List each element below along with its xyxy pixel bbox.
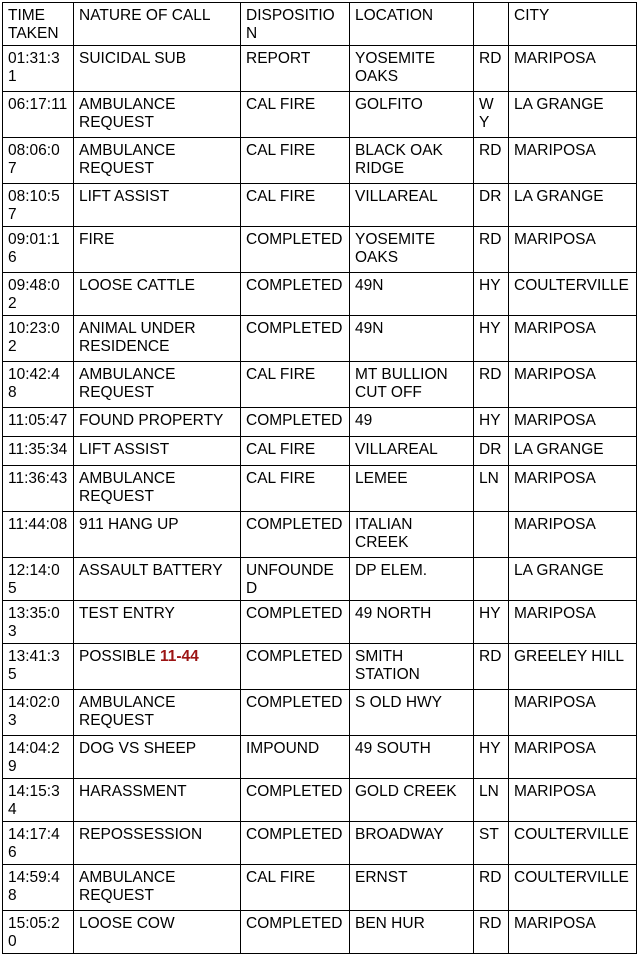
- time-text: 08:10:57: [8, 188, 60, 223]
- cell-nature: [74, 437, 241, 466]
- location-text: 49 SOUTH: [355, 740, 431, 757]
- cell-nature: [74, 911, 241, 954]
- city-text: MARIPOSA: [514, 740, 596, 757]
- suffix-text: DR: [479, 188, 502, 205]
- cell-nature: [74, 512, 241, 558]
- cell-time: [3, 644, 74, 690]
- cell-disposition: [241, 558, 350, 601]
- cell-time: [3, 138, 74, 184]
- suffix-text: HY: [479, 277, 501, 294]
- time-text: 09:48:02: [8, 277, 60, 312]
- cell-location: [350, 644, 474, 690]
- location-text: GOLD CREEK: [355, 783, 457, 800]
- table-row: [3, 362, 637, 408]
- suffix-text: LN: [479, 783, 499, 800]
- cell-time: [3, 437, 74, 466]
- disposition-text: CAL FIRE: [246, 142, 316, 159]
- disposition-text: CAL FIRE: [246, 441, 316, 458]
- suffix-text: RD: [479, 231, 502, 248]
- cell-suffix: [474, 822, 509, 865]
- time-text: 14:04:29: [8, 740, 60, 775]
- time-text: 11:05:47: [8, 412, 68, 429]
- header-row: [3, 3, 637, 46]
- table-row: [3, 865, 637, 911]
- time-text: 08:06:07: [8, 142, 60, 177]
- cell-nature: [74, 316, 241, 362]
- table-row: [3, 408, 637, 437]
- cell-city: [509, 865, 637, 911]
- city-text: LA GRANGE: [514, 441, 604, 458]
- cell-suffix: [474, 408, 509, 437]
- cell-city: [509, 184, 637, 227]
- table-row: [3, 601, 637, 644]
- cell-disposition: [241, 911, 350, 954]
- cell-location: [350, 92, 474, 138]
- nature-text: HARASSMENT: [79, 783, 187, 800]
- cell-location: [350, 408, 474, 437]
- table-row: [3, 46, 637, 92]
- time-text: 14:17:46: [8, 826, 60, 861]
- cell-disposition: [241, 408, 350, 437]
- city-text: COULTERVILLE: [514, 277, 629, 294]
- city-text: MARIPOSA: [514, 694, 596, 711]
- cell-time: [3, 466, 74, 512]
- location-text: VILLAREAL: [355, 441, 438, 458]
- nature-text: AMBULANCE REQUEST: [79, 869, 176, 904]
- cell-nature: [74, 138, 241, 184]
- location-text: SMITH STATION: [355, 648, 420, 683]
- city-text: MARIPOSA: [514, 470, 596, 487]
- table-row: [3, 911, 637, 954]
- cell-location: [350, 512, 474, 558]
- cell-disposition: [241, 466, 350, 512]
- time-text: 10:42:48: [8, 366, 60, 401]
- header-nature: NATURE OF CALL: [74, 3, 241, 46]
- disposition-text: CAL FIRE: [246, 366, 316, 383]
- suffix-text: HY: [479, 412, 501, 429]
- cell-suffix: [474, 466, 509, 512]
- cell-time: [3, 601, 74, 644]
- cell-suffix: [474, 138, 509, 184]
- nature-text: FOUND PROPERTY: [79, 412, 224, 429]
- disposition-text: COMPLETED: [246, 516, 343, 533]
- cell-suffix: [474, 273, 509, 316]
- suffix-text: ST: [479, 826, 499, 843]
- cell-location: [350, 227, 474, 273]
- city-text: MARIPOSA: [514, 412, 596, 429]
- nature-text: AMBULANCE REQUEST: [79, 470, 176, 505]
- nature-text: ANIMAL UNDER RESIDENCE: [79, 320, 196, 355]
- cell-disposition: [241, 316, 350, 362]
- cell-location: [350, 437, 474, 466]
- cell-city: [509, 138, 637, 184]
- nature-text: FIRE: [79, 231, 115, 248]
- cell-location: [350, 911, 474, 954]
- cell-location: [350, 466, 474, 512]
- nature-text: TEST ENTRY: [79, 605, 175, 622]
- cell-location: [350, 865, 474, 911]
- disposition-text: COMPLETED: [246, 915, 343, 932]
- cell-disposition: [241, 512, 350, 558]
- cell-time: [3, 92, 74, 138]
- cell-disposition: [241, 601, 350, 644]
- header-time: TIME TAKEN: [3, 3, 74, 46]
- cell-city: [509, 558, 637, 601]
- table-row: [3, 512, 637, 558]
- header-suffix: [474, 3, 509, 46]
- cell-city: [509, 466, 637, 512]
- table-row: [3, 736, 637, 779]
- table-row: [3, 779, 637, 822]
- cell-city: [509, 408, 637, 437]
- location-text: BLACK OAK RIDGE: [355, 142, 443, 177]
- cell-time: [3, 690, 74, 736]
- time-text: 06:17:11: [8, 96, 68, 113]
- cell-suffix: [474, 865, 509, 911]
- nature-text: LIFT ASSIST: [79, 188, 170, 205]
- cell-city: [509, 644, 637, 690]
- table-row: [3, 138, 637, 184]
- table-row: [3, 273, 637, 316]
- cell-city: [509, 911, 637, 954]
- cell-suffix: [474, 736, 509, 779]
- cell-time: [3, 316, 74, 362]
- cell-suffix: [474, 437, 509, 466]
- cell-location: [350, 690, 474, 736]
- suffix-text: HY: [479, 605, 501, 622]
- time-text: 15:05:20: [8, 915, 60, 950]
- nature-text: LOOSE COW: [79, 915, 175, 932]
- disposition-text: COMPLETED: [246, 694, 343, 711]
- table-row: [3, 227, 637, 273]
- city-text: COULTERVILLE: [514, 869, 629, 886]
- table-row: [3, 184, 637, 227]
- cell-city: [509, 601, 637, 644]
- cell-location: [350, 138, 474, 184]
- cell-nature: [74, 408, 241, 437]
- cell-disposition: [241, 92, 350, 138]
- cell-suffix: [474, 558, 509, 601]
- suffix-text: RD: [479, 50, 502, 67]
- nature-text: DOG VS SHEEP: [79, 740, 197, 757]
- cell-nature: [74, 362, 241, 408]
- table-row: [3, 558, 637, 601]
- cell-location: [350, 822, 474, 865]
- cell-time: [3, 736, 74, 779]
- cell-suffix: [474, 512, 509, 558]
- table-row: [3, 437, 637, 466]
- cell-location: [350, 558, 474, 601]
- suffix-text: LN: [479, 470, 499, 487]
- cell-suffix: [474, 911, 509, 954]
- time-text: 10:23:02: [8, 320, 60, 355]
- call-log-table: [2, 2, 637, 954]
- cell-nature: [74, 466, 241, 512]
- city-text: LA GRANGE: [514, 96, 604, 113]
- cell-nature: [74, 644, 241, 690]
- cell-suffix: [474, 362, 509, 408]
- cell-disposition: [241, 779, 350, 822]
- cell-nature: [74, 92, 241, 138]
- location-text: ITALIAN CREEK: [355, 516, 413, 551]
- city-text: MARIPOSA: [514, 516, 596, 533]
- location-text: YOSEMITE OAKS: [355, 231, 436, 266]
- suffix-text: WY: [479, 96, 494, 131]
- table-row: [3, 644, 637, 690]
- cell-nature: [74, 184, 241, 227]
- cell-time: [3, 558, 74, 601]
- nature-text: AMBULANCE REQUEST: [79, 142, 176, 177]
- table-row: [3, 822, 637, 865]
- cell-time: [3, 911, 74, 954]
- cell-nature: [74, 736, 241, 779]
- location-text: LEMEE: [355, 470, 408, 487]
- cell-disposition: [241, 227, 350, 273]
- nature-text: 911 HANG UP: [79, 516, 179, 533]
- suffix-text: HY: [479, 320, 501, 337]
- cell-disposition: [241, 437, 350, 466]
- suffix-text: RD: [479, 648, 502, 665]
- location-text: BEN HUR: [355, 915, 425, 932]
- time-text: 11:44:08: [8, 516, 68, 533]
- cell-time: [3, 273, 74, 316]
- cell-suffix: [474, 227, 509, 273]
- cell-suffix: [474, 184, 509, 227]
- location-text: BROADWAY: [355, 826, 444, 843]
- table-row: [3, 316, 637, 362]
- cell-time: [3, 362, 74, 408]
- location-text: 49N: [355, 277, 384, 294]
- disposition-text: COMPLETED: [246, 231, 343, 248]
- cell-city: [509, 779, 637, 822]
- cell-disposition: [241, 184, 350, 227]
- cell-nature: [74, 227, 241, 273]
- cell-time: [3, 779, 74, 822]
- nature-text: AMBULANCE REQUEST: [79, 366, 176, 401]
- suffix-text: DR: [479, 441, 502, 458]
- cell-city: [509, 316, 637, 362]
- time-text: 11:35:34: [8, 441, 68, 458]
- city-text: LA GRANGE: [514, 188, 604, 205]
- disposition-text: CAL FIRE: [246, 188, 316, 205]
- city-text: MARIPOSA: [514, 915, 596, 932]
- cell-location: [350, 316, 474, 362]
- cell-suffix: [474, 779, 509, 822]
- location-text: 49N: [355, 320, 384, 337]
- time-text: 13:35:03: [8, 605, 60, 640]
- nature-text: AMBULANCE REQUEST: [79, 694, 176, 729]
- city-text: MARIPOSA: [514, 783, 596, 800]
- cell-disposition: [241, 46, 350, 92]
- cell-nature: [74, 822, 241, 865]
- cell-disposition: [241, 138, 350, 184]
- city-text: GREELEY HILL: [514, 648, 624, 665]
- cell-nature: [74, 690, 241, 736]
- cell-city: [509, 92, 637, 138]
- location-text: YOSEMITE OAKS: [355, 50, 436, 85]
- cell-time: [3, 822, 74, 865]
- header-disposition: DISPOSITION: [241, 3, 350, 46]
- cell-disposition: [241, 822, 350, 865]
- time-text: 13:41:35: [8, 648, 60, 683]
- nature-text: AMBULANCE REQUEST: [79, 96, 176, 131]
- location-text: 49: [355, 412, 373, 429]
- cell-suffix: [474, 46, 509, 92]
- cell-time: [3, 184, 74, 227]
- city-text: LA GRANGE: [514, 562, 604, 579]
- cell-suffix: [474, 690, 509, 736]
- location-text: ERNST: [355, 869, 408, 886]
- disposition-text: COMPLETED: [246, 783, 343, 800]
- location-text: 49 NORTH: [355, 605, 432, 622]
- disposition-text: COMPLETED: [246, 648, 343, 665]
- location-text: MT BULLION CUT OFF: [355, 366, 448, 401]
- cell-suffix: [474, 601, 509, 644]
- cell-location: [350, 273, 474, 316]
- nature-text: SUICIDAL SUB: [79, 50, 187, 67]
- city-text: MARIPOSA: [514, 366, 596, 383]
- cell-city: [509, 736, 637, 779]
- city-text: COULTERVILLE: [514, 826, 629, 843]
- cell-time: [3, 512, 74, 558]
- cell-time: [3, 227, 74, 273]
- cell-nature: [74, 601, 241, 644]
- cell-disposition: [241, 690, 350, 736]
- location-text: DP ELEM.: [355, 562, 428, 579]
- cell-disposition: [241, 644, 350, 690]
- disposition-text: CAL FIRE: [246, 470, 316, 487]
- cell-suffix: [474, 316, 509, 362]
- nature-text: ASSAULT BATTERY: [79, 562, 223, 579]
- disposition-text: REPORT: [246, 50, 311, 67]
- cell-location: [350, 184, 474, 227]
- disposition-text: COMPLETED: [246, 826, 343, 843]
- cell-time: [3, 865, 74, 911]
- cell-suffix: [474, 92, 509, 138]
- city-text: MARIPOSA: [514, 320, 596, 337]
- disposition-text: COMPLETED: [246, 320, 343, 337]
- cell-location: [350, 736, 474, 779]
- location-text: VILLAREAL: [355, 188, 438, 205]
- location-text: GOLFITO: [355, 96, 423, 113]
- disposition-text: UNFOUNDED: [246, 562, 334, 597]
- cell-nature: [74, 865, 241, 911]
- disposition-text: COMPLETED: [246, 412, 343, 429]
- time-text: 09:01:16: [8, 231, 60, 266]
- nature-text: LOOSE CATTLE: [79, 277, 195, 294]
- location-text: S OLD HWY: [355, 694, 442, 711]
- cell-nature: [74, 46, 241, 92]
- cell-nature: [74, 273, 241, 316]
- cell-city: [509, 227, 637, 273]
- nature-text: REPOSSESSION: [79, 826, 203, 843]
- time-text: 14:15:34: [8, 783, 60, 818]
- suffix-text: RD: [479, 869, 502, 886]
- cell-location: [350, 779, 474, 822]
- cell-city: [509, 46, 637, 92]
- nature-code-highlight: 11-44: [160, 648, 199, 665]
- disposition-text: COMPLETED: [246, 277, 343, 294]
- cell-city: [509, 437, 637, 466]
- disposition-text: COMPLETED: [246, 605, 343, 622]
- disposition-text: CAL FIRE: [246, 96, 316, 113]
- cell-city: [509, 690, 637, 736]
- city-text: MARIPOSA: [514, 605, 596, 622]
- time-text: 11:36:43: [8, 470, 68, 487]
- cell-location: [350, 601, 474, 644]
- header-location: LOCATION: [350, 3, 474, 46]
- cell-nature: [74, 558, 241, 601]
- cell-time: [3, 408, 74, 437]
- suffix-text: RD: [479, 366, 502, 383]
- cell-nature: [74, 779, 241, 822]
- cell-city: [509, 362, 637, 408]
- header-city: CITY: [509, 3, 637, 46]
- disposition-text: IMPOUND: [246, 740, 320, 757]
- time-text: 12:14:05: [8, 562, 60, 597]
- call-log-body: [3, 46, 637, 954]
- cell-disposition: [241, 362, 350, 408]
- suffix-text: RD: [479, 142, 502, 159]
- city-text: MARIPOSA: [514, 142, 596, 159]
- cell-suffix: [474, 644, 509, 690]
- time-text: 14:02:03: [8, 694, 60, 729]
- table-row: [3, 466, 637, 512]
- city-text: MARIPOSA: [514, 50, 596, 67]
- cell-location: [350, 46, 474, 92]
- table-row: [3, 92, 637, 138]
- time-text: 01:31:31: [8, 50, 60, 85]
- city-text: MARIPOSA: [514, 231, 596, 248]
- disposition-text: CAL FIRE: [246, 869, 316, 886]
- suffix-text: HY: [479, 740, 501, 757]
- cell-disposition: [241, 736, 350, 779]
- cell-disposition: [241, 865, 350, 911]
- table-row: [3, 690, 637, 736]
- cell-city: [509, 273, 637, 316]
- nature-text: POSSIBLE: [79, 648, 156, 665]
- time-text: 14:59:48: [8, 869, 60, 904]
- suffix-text: RD: [479, 915, 502, 932]
- cell-city: [509, 512, 637, 558]
- nature-text: LIFT ASSIST: [79, 441, 170, 458]
- cell-disposition: [241, 273, 350, 316]
- cell-time: [3, 46, 74, 92]
- cell-city: [509, 822, 637, 865]
- cell-location: [350, 362, 474, 408]
